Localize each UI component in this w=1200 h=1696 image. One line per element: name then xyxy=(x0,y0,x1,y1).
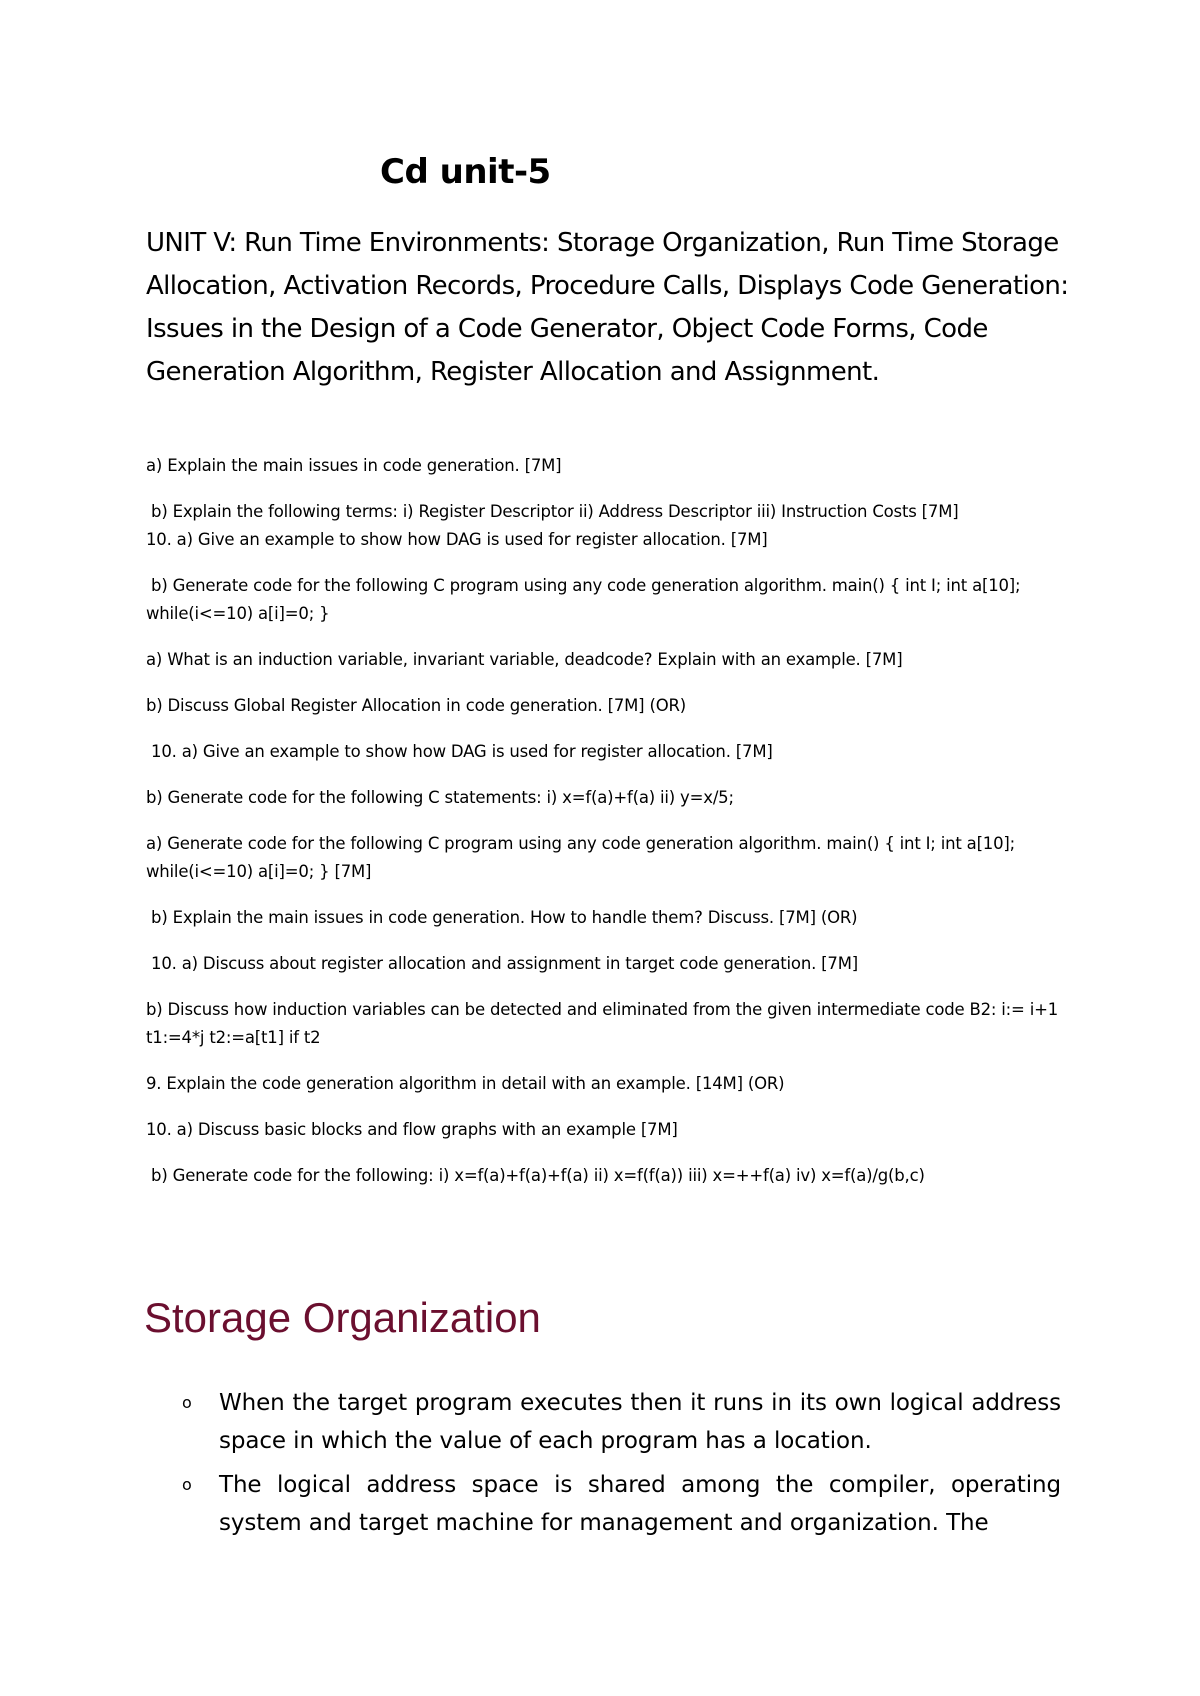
question-item: b) Explain the following terms: i) Register Descriptor ii) Address Descriptor iii) Instruction Costs [7M] xyxy=(146,502,959,521)
question-item: a) Explain the main issues in code generation. [7M] xyxy=(146,456,562,475)
question-item: b) Generate code for the following C program using any code generation algorithm. main() { int I; int a[10]; while(i<=10) a[i]=0; } xyxy=(146,576,1026,623)
question-item: a) What is an induction variable, invariant variable, deadcode? Explain with an example. [7M] xyxy=(146,650,903,669)
circle-bullet-icon: o xyxy=(182,1393,192,1412)
unit-description: UNIT V: Run Time Environments: Storage Organization, Run Time Storage Allocation, Activation Records, Procedure Calls, Displays Code Generation: Issues in the Design of a Code Generator, Object Code Forms, Code Generation Algorithm, Register Allocation and Assignment. xyxy=(146,228,1069,387)
bullet-text: The logical address space is shared among the compiler, operating system and target machine for management and organization. The xyxy=(219,1472,1061,1536)
question-item: b) Generate code for the following C statements: i) x=f(a)+f(a) ii) y=x/5; xyxy=(146,788,734,807)
bullet-list xyxy=(0,1384,1200,1548)
question-item: 10. a) Give an example to show how DAG is used for register allocation. [7M] xyxy=(146,742,773,761)
question-item: b) Generate code for the following: i) x=f(a)+f(a)+f(a) ii) x=f(f(a)) iii) x=++f(a) iv) x=f(a)/g(b,c) xyxy=(146,1166,925,1185)
question-item: b) Explain the main issues in code generation. How to handle them? Discuss. [7M] (OR) xyxy=(146,908,858,927)
section-heading: Storage Organization xyxy=(144,1294,541,1341)
question-item: 10. a) Discuss about register allocation and assignment in target code generation. [7M] xyxy=(146,954,858,973)
question-item: 10. a) Discuss basic blocks and flow graphs with an example [7M] xyxy=(146,1120,678,1139)
question-item: a) Generate code for the following C program using any code generation algorithm. main() { int I; int a[10]; while(i<=10) a[i]=0; } [7M] xyxy=(146,834,1021,881)
circle-bullet-icon: o xyxy=(182,1475,192,1494)
question-item: b) Discuss Global Register Allocation in code generation. [7M] (OR) xyxy=(146,696,686,715)
bullet-item xyxy=(0,1466,1200,1542)
document-title: Cd unit-5 xyxy=(380,152,551,192)
question-item: b) Discuss how induction variables can be detected and eliminated from the given intermediate code B2: i:= i+1 t1:=4*j t2:=a[t1] if t2 xyxy=(146,1000,1064,1047)
question-item: 10. a) Give an example to show how DAG is used for register allocation. [7M] xyxy=(146,530,768,549)
bullet-item xyxy=(0,1384,1200,1460)
question-item: 9. Explain the code generation algorithm in detail with an example. [14M] (OR) xyxy=(146,1074,785,1093)
bullet-text: When the target program executes then it runs in its own logical address space in which the value of each program has a location. xyxy=(219,1390,1061,1454)
